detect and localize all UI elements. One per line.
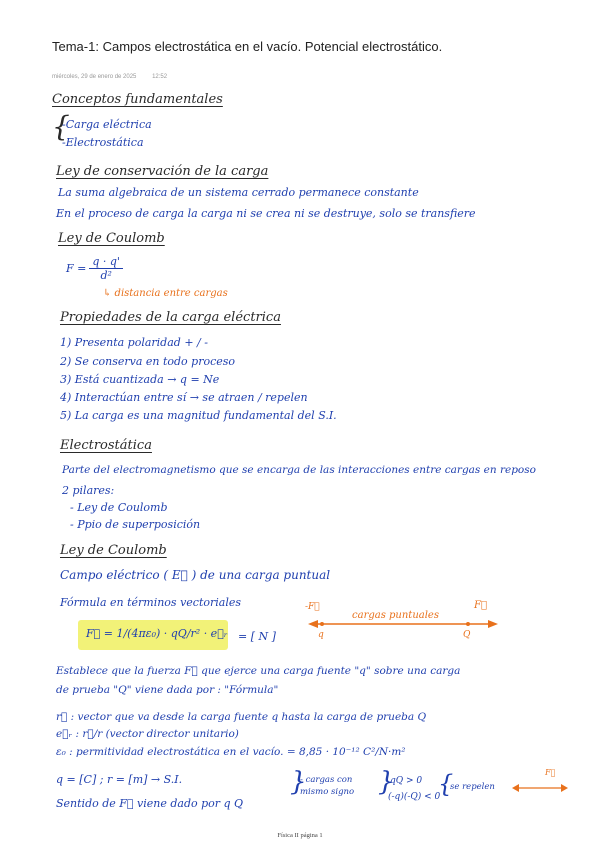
right-arrow-icon	[488, 620, 498, 628]
propiedad-5: 5) La carga es una magnitud fundamental del S.I.	[60, 409, 337, 422]
definition-epsilon: ε₀ : permitividad electrostática en el vacío. = 8,85 · 10⁻¹² C²/N·m²	[56, 746, 406, 758]
formula-vectorial-line: Fórmula en términos vectoriales	[60, 596, 242, 609]
campo-electrico-line: Campo eléctrico ( E⃗ ) de una carga puntual	[60, 568, 331, 582]
propiedad-2: 2) Se conserva en todo proceso	[60, 355, 236, 368]
result-brace-icon: {	[438, 770, 454, 798]
si-units-line: q = [C] ; r = [m] → S.I.	[56, 773, 183, 786]
brace-icon: {	[52, 110, 70, 143]
charge-Q-dot	[466, 622, 470, 626]
statement-line-2: de prueba "Q" viene dada por : "Fórmula"	[56, 684, 279, 696]
heading-propiedades: Propiedades de la carga eléctrica	[60, 310, 281, 325]
heading-conceptos: Conceptos fundamentales	[52, 92, 223, 107]
page-date: miércoles, 29 de enero de 2025	[52, 74, 137, 80]
concept-item-1: -Carga eléctrica	[62, 118, 152, 131]
coulomb-formula-simple: F = $\frac{q \cdot q'}{\text{d²}}$	[66, 255, 126, 282]
repel-left-arrow-icon	[512, 784, 519, 792]
coulomb-vector-formula: F⃗ = 1/(4πε₀) · qQ/r² · e⃗ᵣ	[86, 627, 228, 640]
electrostatica-line-1: Parte del electromagnetismo que se encarga de las interacciones entre cargas en reposo	[62, 464, 536, 476]
concept-item-2: -Electrostática	[62, 136, 144, 149]
conservacion-line-1: La suma algebraica de un sistema cerrado permanece constante	[58, 186, 419, 199]
electrostatica-line-2: 2 pilares:	[62, 484, 115, 497]
sentido-line: Sentido de F⃗ viene dado por q Q	[56, 797, 244, 810]
repel-force-label: F⃗	[545, 768, 556, 777]
condition-1: qQ > 0	[390, 776, 423, 786]
diagram-right-force: F⃗	[474, 600, 487, 611]
page-title: Tema-1: Campos electrostática en el vacío. Potencial electrostático.	[52, 39, 443, 54]
left-brace-icon: }	[378, 767, 395, 797]
electrostatica-line-3: - Ley de Coulomb	[70, 501, 168, 514]
left-arrow-icon	[308, 620, 318, 628]
heading-conservacion: Ley de conservación de la carga	[56, 164, 269, 179]
propiedad-1: 1) Presenta polaridad + / -	[60, 336, 208, 349]
electrostatica-line-4: - Ppio de superposición	[70, 518, 201, 531]
statement-line-1: Establece que la fuerza F⃗ que ejerce una carga fuente "q" sobre una carga	[56, 665, 461, 677]
page-footer: Física II página 1	[277, 832, 323, 839]
heading-electrostatica: Electrostática	[60, 438, 152, 453]
definition-r: r⃗ : vector que va desde la carga fuente q hasta la carga de prueba Q	[56, 711, 427, 723]
page-meta	[52, 74, 181, 80]
charge-q-dot	[320, 622, 324, 626]
diagram-left-charge: q	[318, 630, 324, 640]
distance-annotation: ↳ distancia entre cargas	[103, 288, 228, 299]
brace-note-2: mismo signo	[300, 787, 355, 797]
heading-coulomb-1: Ley de Coulomb	[58, 231, 165, 246]
diagram-label: cargas puntuales	[352, 610, 439, 621]
conservacion-line-2: En el proceso de carga la carga ni se crea ni se destruye, solo se transfiere	[56, 207, 476, 220]
definition-er: e⃗ᵣ : r⃗/r (vector director unitario)	[56, 728, 239, 740]
formula-units: = [ N ]	[238, 630, 276, 643]
right-brace-icon: }	[290, 767, 307, 797]
brace-note-1: - cargas con	[300, 775, 353, 785]
propiedad-4: 4) Interactúan entre sí → se atraen / repelen	[60, 391, 308, 404]
diagram-left-force: -F⃗	[305, 602, 320, 612]
repel-arrows-diagram	[510, 772, 570, 798]
condition-2: (-q)(-Q) < 0	[388, 792, 441, 802]
propiedad-3: 3) Está cuantizada → q = Ne	[60, 373, 220, 386]
result-text: se repelen	[450, 782, 495, 792]
heading-coulomb-2: Ley de Coulomb	[60, 543, 167, 558]
page-time: 12:52	[152, 74, 168, 80]
repel-right-arrow-icon	[561, 784, 568, 792]
diagram-right-charge: Q	[463, 630, 471, 640]
